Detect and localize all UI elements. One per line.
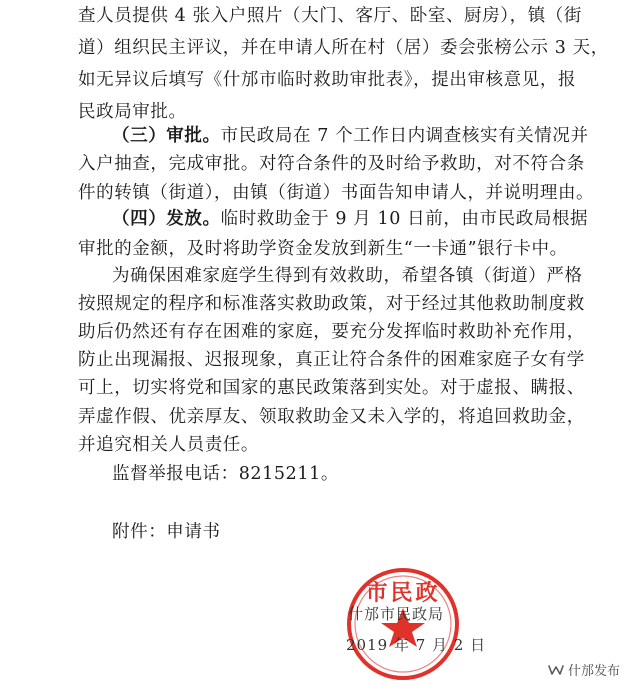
signature-org: 什邡市民政局 (348, 605, 445, 623)
hotline: 监督举报电话：8215211。 (112, 464, 339, 484)
section-3-first-line (112, 124, 589, 148)
section-4-text: 临时救助金于 9 月 10 日前，由市民政局根据 (220, 209, 589, 229)
wechat-channel-icon (548, 663, 564, 677)
body-line: 入户抽查，完成审批。对符合条件的及时给予救助，对不符合条 (78, 154, 585, 174)
body-line: 防止出现漏报、迟报现象，真正让符合条件的困难家庭子女有学 (78, 350, 585, 370)
section-3-text: 市民政局在 7 个工作日内调查核实有关情况并 (220, 126, 589, 146)
body-line: 可上，切实将党和国家的惠民政策落到实处。对于虚报、瞒报、 (78, 378, 585, 398)
section-4-heading: （四）发放。 (112, 209, 221, 229)
body-line: 并追究相关人员责任。 (78, 435, 259, 455)
body-line: 件的转镇（街道），由镇（街道）书面告知申请人，并说明理由。 (78, 183, 595, 203)
watermark (548, 660, 620, 679)
section-3-heading: （三）审批。 (112, 126, 221, 146)
body-line: 如无异议后填写《什邡市临时救助审批表》，提出审核意见，报 (78, 70, 577, 90)
body-line: 弄虚作假、优亲厚友、领取救助金又未入学的，将追回救助金， (78, 407, 585, 427)
seal-text: 市民政 (365, 580, 441, 606)
body-line: 审批的金额，及时将助学资金发放到新生“一卡通”银行卡中。 (78, 239, 568, 259)
body-line: 按照规定的程序和标准落实救助政策，对于经过其他救助制度救 (78, 294, 585, 314)
body-line: 查人员提供 4 张入户照片（大门、客厅、卧室、厨房），镇（街 (78, 6, 583, 26)
watermark-text: 什邡发布 (567, 664, 620, 679)
body-line: 为确保困难家庭学生得到有效救助，希望各镇（街道）严格 (112, 266, 583, 286)
body-line: 道）组织民主评议，并在申请人所在村（居）委会张榜公示 3 天， (78, 38, 609, 58)
body-line: 助后仍然还有存在困难的家庭，要充分发挥临时救助补充作用， (78, 322, 585, 342)
signature-date: 2019 年 7 月 2 日 (346, 636, 487, 654)
section-4-first-line (112, 207, 589, 231)
body-line: 民政局审批。 (78, 102, 187, 122)
attachment: 附件：申请书 (112, 522, 221, 542)
